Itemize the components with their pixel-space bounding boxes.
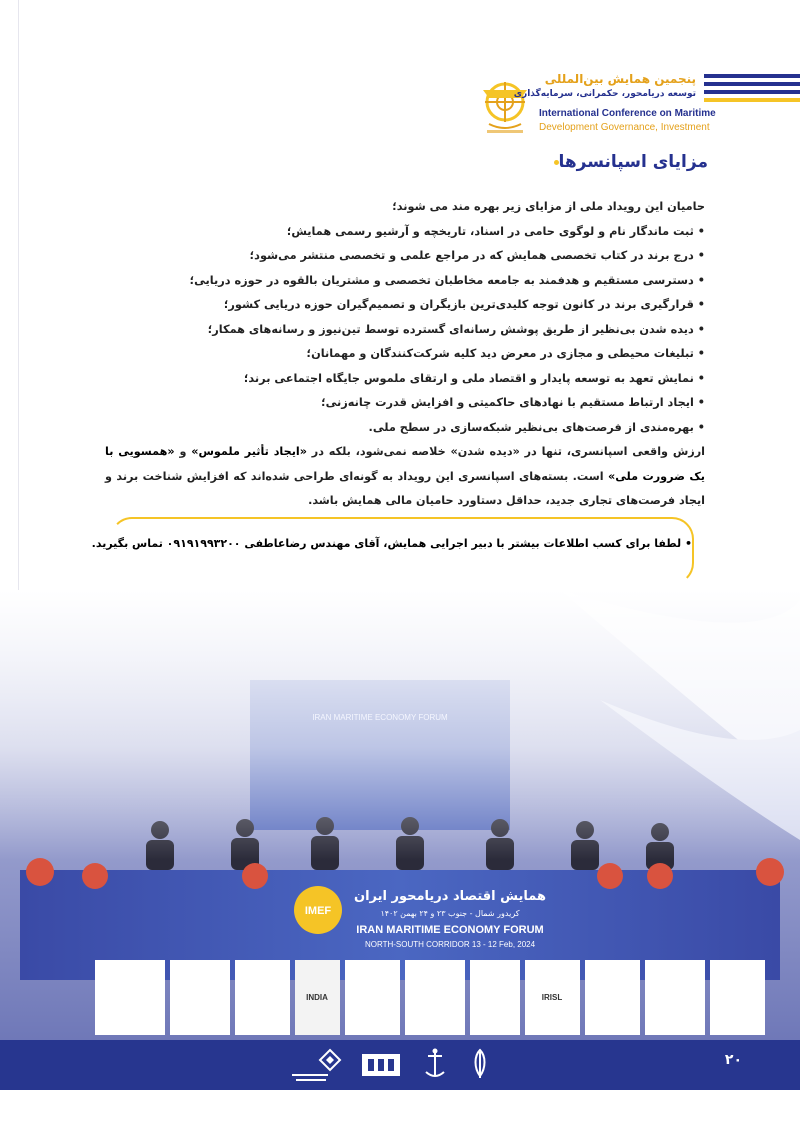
value-paragraph: ارزش واقعی اسپانسری، تنها در «دیده شدن» خلاصه نمی‌شود، بلکه در «ایجاد تأثیر ملموس» و «همسویی با یک ضرورت ملی» است. بسته‌های اسپانسری این رویداد به گونه‌ای طراحی شده‌اند که افزایش شناخت برند و ایجاد فرصت‌های تجاری جدید، حداقل دستاورد حامیان مالی همایش باشد. bbox=[105, 445, 705, 507]
iran-emblem-icon bbox=[466, 1046, 494, 1084]
benefit-item: • درج برند در کتاب تخصصی همایش که در مراجع علمی و تخصصی منتشر می‌شود؛ bbox=[105, 244, 705, 269]
page-number: ۲۰ bbox=[724, 1052, 742, 1068]
benefit-item: • ایجاد ارتباط مستقیم با نهادهای حاکمیتی و افزایش قدرت چانه‌زنی؛ bbox=[105, 391, 705, 416]
benefit-item: • تبلیغات محیطی و مجازی در معرض دید کلیه شرکت‌کنندگان و مهمانان؛ bbox=[105, 342, 705, 367]
conference-header bbox=[470, 70, 800, 140]
contact-text: • لطفا برای کسب اطلاعات بیشتر با دبیر اجرایی همایش، آقای مهندس رضاعاطفی ۰۹۱۹۱۹۹۳۲۰۰ تماس بگیرید. bbox=[122, 537, 692, 550]
section-content bbox=[105, 195, 705, 514]
page-footer bbox=[0, 1040, 800, 1090]
header-fa-subtitle: توسعه دریامحور، حکمرانی، سرمایه‌گذاری bbox=[513, 89, 696, 99]
ministry-logo-icon bbox=[290, 1046, 348, 1084]
section-title: مزایای اسپانسرها bbox=[548, 152, 709, 172]
benefit-item: • بهره‌مندی از فرصت‌های بی‌نظیر شبکه‌سازی در سطح ملی. bbox=[105, 416, 705, 441]
benefit-item: • دیده شدن بی‌نظیر از طریق پوشش رسانه‌ای گسترده توسط تین‌نیوز و رسانه‌های همکار؛ bbox=[105, 318, 705, 343]
ports-logo-icon bbox=[420, 1046, 450, 1084]
benefit-item: • ثبت ماندگار نام و لوگوی حامی در اسناد، تاریخچه و آرشیو رسمی همایش؛ bbox=[105, 220, 705, 245]
tinn-logo-icon bbox=[360, 1046, 402, 1084]
conference-logo-icon bbox=[475, 70, 535, 140]
conference-photo bbox=[0, 590, 800, 1040]
contact-box bbox=[91, 517, 694, 585]
header-en-subtitle: Development Governance, Investment bbox=[539, 122, 710, 133]
intro-text: حامیان این رویداد ملی از مزایای زیر بهره مند می شوند؛ bbox=[392, 200, 705, 213]
header-en-title: International Conference on Maritime bbox=[539, 108, 716, 119]
conference-stage-image bbox=[0, 590, 800, 1040]
header-fa-title: پنجمین همایش بین‌المللی bbox=[544, 72, 696, 86]
benefit-item: • دسترسی مستقیم و هدفمند به جامعه مخاطبان تخصصی و مشتریان بالقوه در حوزه دریایی؛ bbox=[105, 269, 705, 294]
benefit-item: • نمایش تعهد به توسعه پایدار و اقتصاد ملی و ارتقای ملموس جایگاه اجتماعی برند؛ bbox=[105, 367, 705, 392]
benefit-item: • قرارگیری برند در کانون توجه کلیدی‌ترین بازیگران و تصمیم‌گیران حوزه دریایی کشور؛ bbox=[105, 293, 705, 318]
